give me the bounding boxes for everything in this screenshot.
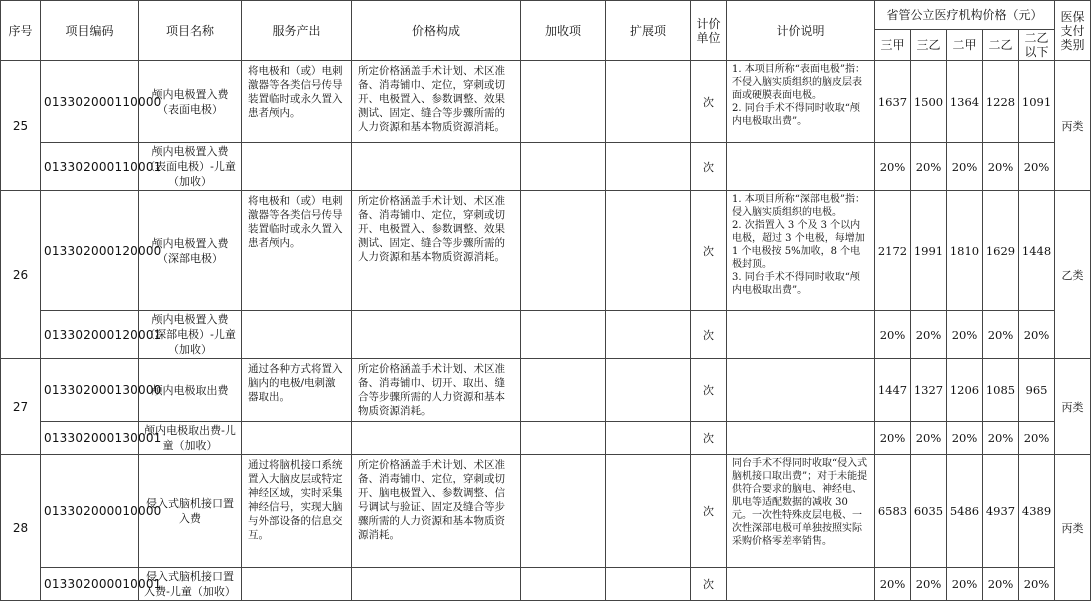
pricing-note: 1. 本项目所称“表面电极”指：不侵入脑实质组织的脑皮层表面或硬膜表面电极。 2. 同台手术不得同时收取“颅内电极取出费”。 <box>727 61 875 143</box>
item-name: 颅内电极置入费（深部电极）-儿童（加收） <box>139 311 242 359</box>
table-row <box>1 61 1091 143</box>
row-seq: 25 <box>1 61 41 191</box>
table-body <box>1 61 1091 601</box>
price-tier3a: 20% <box>875 568 911 601</box>
extension-cell <box>606 359 691 422</box>
header-price-group: 省管公立医疗机构价格（元） <box>875 1 1055 30</box>
price-tier3a: 20% <box>875 422 911 455</box>
price-tier3b: 20% <box>911 422 947 455</box>
item-name: 侵入式脑机接口置入费 <box>139 455 242 568</box>
price-below-tier2b: 20% <box>1019 311 1055 359</box>
extension-cell <box>606 422 691 455</box>
service-output <box>242 422 352 455</box>
header-addon: 加收项 <box>521 1 606 61</box>
header-name: 项目名称 <box>139 1 242 61</box>
extension-cell <box>606 143 691 191</box>
header-insurance: 医保支付类别 <box>1055 1 1091 61</box>
header-unit: 计价单位 <box>691 1 727 61</box>
table-row <box>1 143 1091 191</box>
pricing-note: 1. 本项目所称“深部电极”指：侵入脑实质组织的电极。 2. 次指置入 3 个及 3 个以内电极，超过 3 个电极，每增加 1 个电极按 5%加收，8 个电极封顶。 3. 同台手术不得同时收取“颅内电极取出费”。 <box>727 191 875 311</box>
price-tier3a: 1447 <box>875 359 911 422</box>
price-tier2a: 20% <box>947 422 983 455</box>
price-tier3a: 20% <box>875 311 911 359</box>
price-tier2a: 20% <box>947 311 983 359</box>
header-pricing-note: 计价说明 <box>727 1 875 61</box>
item-name: 颅内电极取出费-儿童（加收） <box>139 422 242 455</box>
addon-cell <box>521 422 606 455</box>
pricing-unit: 次 <box>691 311 727 359</box>
item-code: 013302000130000 <box>41 359 139 422</box>
header-level-tier3b: 三乙 <box>911 30 947 61</box>
price-composition: 所定价格涵盖手术计划、术区准备、消毒铺巾、定位，穿刺或切开、脑电极置入、参数调整、信号调试与验证、固定及缝合等步骤所需的人力资源和基本物质资源消耗。 <box>352 455 521 568</box>
addon-cell <box>521 61 606 143</box>
price-below-tier2b: 20% <box>1019 422 1055 455</box>
item-code: 013302000110000 <box>41 61 139 143</box>
pricing-unit: 次 <box>691 143 727 191</box>
table-row <box>1 359 1091 422</box>
table-row <box>1 311 1091 359</box>
service-output <box>242 311 352 359</box>
price-below-tier2b: 965 <box>1019 359 1055 422</box>
price-tier2a: 1364 <box>947 61 983 143</box>
extension-cell <box>606 61 691 143</box>
price-tier2a: 20% <box>947 143 983 191</box>
header-code: 项目编码 <box>41 1 139 61</box>
addon-cell <box>521 311 606 359</box>
extension-cell <box>606 568 691 601</box>
price-tier2b: 20% <box>983 568 1019 601</box>
price-composition <box>352 568 521 601</box>
table-row <box>1 422 1091 455</box>
header-level-tier2b: 二乙 <box>983 30 1019 61</box>
addon-cell <box>521 568 606 601</box>
pricing-note <box>727 143 875 191</box>
item-name: 颅内电极置入费（深部电极） <box>139 191 242 311</box>
extension-cell <box>606 311 691 359</box>
price-composition <box>352 422 521 455</box>
addon-cell <box>521 143 606 191</box>
item-code: 013302000120001 <box>41 311 139 359</box>
header-level-tier2a: 二甲 <box>947 30 983 61</box>
row-seq: 27 <box>1 359 41 455</box>
price-tier2b: 1085 <box>983 359 1019 422</box>
pricing-unit: 次 <box>691 568 727 601</box>
service-output: 将电极和（或）电刺激器等各类信号传导装置临时或永久置入患者颅内。 <box>242 191 352 311</box>
pricing-unit: 次 <box>691 191 727 311</box>
item-code: 013302000130001 <box>41 422 139 455</box>
header-seq: 序号 <box>1 1 41 61</box>
price-tier2b: 20% <box>983 422 1019 455</box>
row-seq: 28 <box>1 455 41 601</box>
price-tier3b: 1991 <box>911 191 947 311</box>
pricing-note <box>727 422 875 455</box>
insurance-category: 丙类 <box>1055 61 1091 191</box>
price-tier2a: 5486 <box>947 455 983 568</box>
service-output: 通过各种方式将置入脑内的电极/电刺激器取出。 <box>242 359 352 422</box>
price-tier2a: 1206 <box>947 359 983 422</box>
pricing-note <box>727 311 875 359</box>
price-tier3a: 6583 <box>875 455 911 568</box>
insurance-category: 丙类 <box>1055 455 1091 601</box>
pricing-unit: 次 <box>691 359 727 422</box>
price-tier2b: 1629 <box>983 191 1019 311</box>
item-code: 013302000110001 <box>41 143 139 191</box>
item-name: 颅内电极置入费（表面电极） <box>139 61 242 143</box>
pricing-unit: 次 <box>691 61 727 143</box>
price-tier3b: 1327 <box>911 359 947 422</box>
price-composition: 所定价格涵盖手术计划、术区准备、消毒铺巾、切开、取出、缝合等步骤所需的人力资源和基本物质资源消耗。 <box>352 359 521 422</box>
price-tier2b: 20% <box>983 143 1019 191</box>
price-tier3a: 2172 <box>875 191 911 311</box>
price-tier2b: 4937 <box>983 455 1019 568</box>
service-output <box>242 568 352 601</box>
price-tier3b: 1500 <box>911 61 947 143</box>
table-row <box>1 455 1091 568</box>
service-output: 将电极和（或）电刺激器等各类信号传导装置临时或永久置入患者颅内。 <box>242 61 352 143</box>
header-extension: 扩展项 <box>606 1 691 61</box>
addon-cell <box>521 455 606 568</box>
price-below-tier2b: 1448 <box>1019 191 1055 311</box>
price-composition <box>352 143 521 191</box>
pricing-note <box>727 568 875 601</box>
price-tier2b: 1228 <box>983 61 1019 143</box>
item-code: 013302000010000 <box>41 455 139 568</box>
item-name: 侵入式脑机接口置入费-儿童（加收） <box>139 568 242 601</box>
item-code: 013302000120000 <box>41 191 139 311</box>
price-tier3b: 20% <box>911 143 947 191</box>
price-below-tier2b: 20% <box>1019 568 1055 601</box>
price-tier3b: 20% <box>911 568 947 601</box>
extension-cell <box>606 191 691 311</box>
addon-cell <box>521 359 606 422</box>
price-tier2b: 20% <box>983 311 1019 359</box>
table-row <box>1 568 1091 601</box>
table-header <box>1 1 1091 61</box>
header-output: 服务产出 <box>242 1 352 61</box>
item-code: 013302000010001 <box>41 568 139 601</box>
service-output <box>242 143 352 191</box>
price-tier2a: 20% <box>947 568 983 601</box>
header-level-below-tier2b: 二乙以下 <box>1019 30 1055 61</box>
pricing-note <box>727 359 875 422</box>
price-tier3b: 6035 <box>911 455 947 568</box>
price-tier3a: 20% <box>875 143 911 191</box>
price-tier3a: 1637 <box>875 61 911 143</box>
price-composition <box>352 311 521 359</box>
price-composition: 所定价格涵盖手术计划、术区准备、消毒铺巾、定位，穿刺或切开、电极置入、参数调整、效果测试、固定、缝合等步骤所需的人力资源和基本物质资源消耗。 <box>352 61 521 143</box>
pricing-unit: 次 <box>691 455 727 568</box>
item-name: 颅内电极置入费（表面电极）-儿童（加收） <box>139 143 242 191</box>
extension-cell <box>606 455 691 568</box>
addon-cell <box>521 191 606 311</box>
price-below-tier2b: 20% <box>1019 143 1055 191</box>
price-tier3b: 20% <box>911 311 947 359</box>
insurance-category: 丙类 <box>1055 359 1091 455</box>
insurance-category: 乙类 <box>1055 191 1091 359</box>
header-level-tier3a: 三甲 <box>875 30 911 61</box>
price-below-tier2b: 1091 <box>1019 61 1055 143</box>
service-output: 通过将脑机接口系统置入大脑皮层或特定神经区域，实时采集神经信号，实现大脑与外部设备的信息交互。 <box>242 455 352 568</box>
price-composition: 所定价格涵盖手术计划、术区准备、消毒铺巾、定位，穿刺或切开、电极置入、参数调整、效果测试、固定、缝合等步骤所需的人力资源和基本物质资源消耗。 <box>352 191 521 311</box>
row-seq: 26 <box>1 191 41 359</box>
price-tier2a: 1810 <box>947 191 983 311</box>
item-name: 颅内电极取出费 <box>139 359 242 422</box>
price-below-tier2b: 4389 <box>1019 455 1055 568</box>
header-composition: 价格构成 <box>352 1 521 61</box>
table-row <box>1 191 1091 311</box>
pricing-note: 同台手术不得同时收取“侵入式脑机接口取出费”；对于未能提供符合要求的脑电、神经电、肌电等适配数据的减收 30 元。一次性特殊皮层电极、一次性深部电极可单独按照实际采购价格零差率销售。 <box>727 455 875 568</box>
pricing-unit: 次 <box>691 422 727 455</box>
